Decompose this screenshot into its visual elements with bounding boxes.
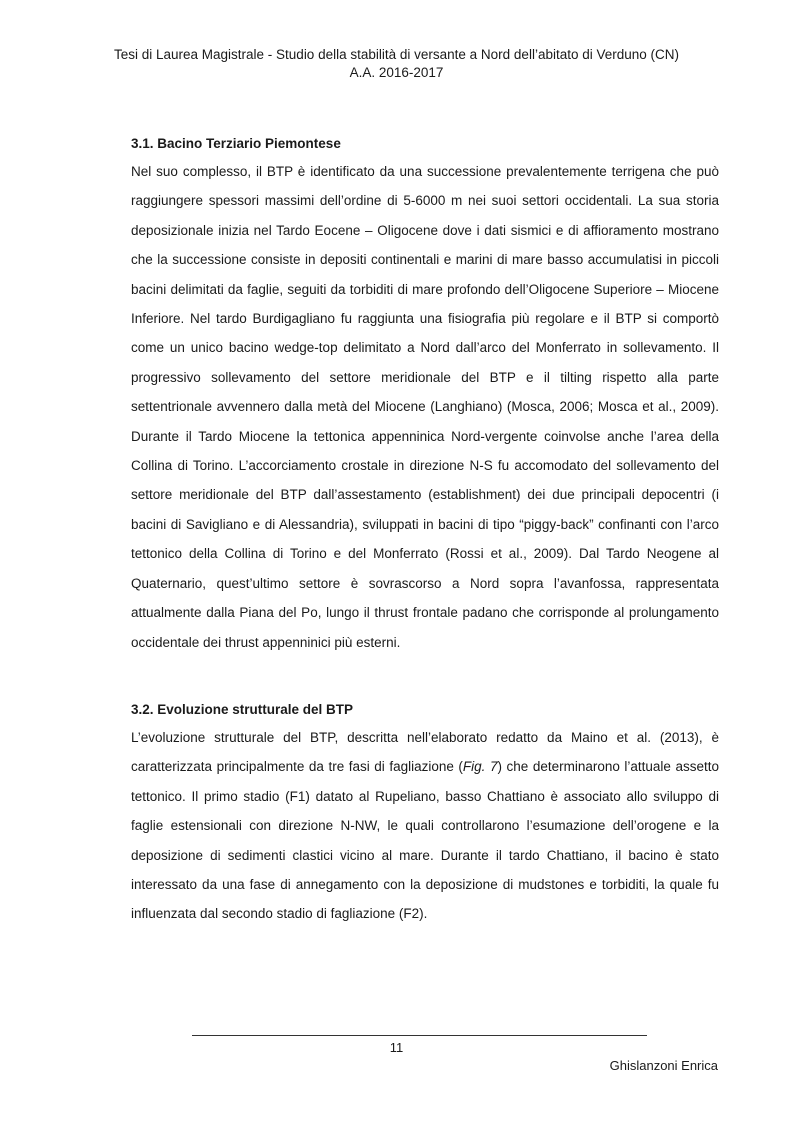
page-number: 11 <box>389 1040 404 1055</box>
author-name: Ghislanzoni Enrica <box>609 1058 718 1073</box>
section-heading: 3.2. Evoluzione strutturale del BTP <box>131 701 354 717</box>
section-heading: 3.1. Bacino Terziario Piemontese <box>131 136 341 151</box>
section-evoluzione-strutturale <box>131 699 719 929</box>
paragraph-text: ) che determinarono l’attuale assetto tettonico. Il primo stadio (F1) datato al Rupeliano, basso Chattiano è associato allo sviluppo di faglie estensionali con direzione N-NW, le quali controllarono l’esumazione dell’orogene e la deposizione di sedimenti clastici vicino al mare. Durante il tardo Chattiano, il bacino è stato interessato da una fase di annegamento con la deposizione di mudstones e torbiditi, la quale fu influenzata dal secondo stadio di fagliazione (F2). <box>131 759 720 922</box>
header-academic-year: A.A. 2016-2017 <box>349 65 444 80</box>
section-paragraph: Nel suo complesso, il BTP è identificato da una successione prevalentemente terrigena che può raggiungere spessori massimi dell’ordine di 5-6000 m nei suoi settori occidentali. La sua storia deposizionale inizia nel Tardo Eocene – Oligocene dove i dati sismici e di affioramento mostrano che la successione consiste in depositi continentali e marini di mare basso accumulatisi in piccoli bacini delimitati da faglie, seguiti da torbiditi di mare profondo dell’Oligocene Superiore – Miocene Inferiore. Nel tardo Burdigagliano fu raggiunta una fisiografia più regolare e il BTP si comportò come un unico bacino wedge-top delimitato a Nord dall’arco del Monferrato in sollevamento. Il progressivo sollevamento del settore meridionale del BTP e il tilting rispetto alla parte settentrionale avvennero dalla metà del Miocene (Langhiano) (Mosca, 2006; Mosca et al., 2009). Durante il Tardo Miocene la tettonica appenninica Nord-vergente coinvolse anche l’area della Collina di Torino. L’accorciamento crostale in direzione N-S fu accomodato del sollevamento del settore meridionale del BTP dall’assestamento (establishment) dei due principali depocentri (i bacini di Savigliano e di Alessandria), sviluppati in bacini di tipo “piggy-back” confinanti con l’arco tettonico della Collina di Torino e del Monferrato (Rossi et al., 2009). Dal Tardo Neogene al Quaternario, quest’ultimo settore è sovrascorso a Nord sopra l’avanfossa, rappresentata attualmente dalla Piana del Po, lungo il thrust frontale padano che corrisponde al prolungamento occidentale dei thrust appenninici più esterni. <box>131 164 719 650</box>
page-content <box>131 133 719 929</box>
header-thesis-title: Tesi di Laurea Magistrale - Studio della stabilità di versante a Nord dell’abitato di Verduno (CN) <box>113 47 680 62</box>
running-header <box>0 46 793 82</box>
paragraph-text: L’evoluzione strutturale del BTP, descritta nell’elaborato redatto da Maino et al. (2013), è caratterizzata principalmente da tre fasi di fagliazione ( <box>131 729 719 775</box>
section-bacino-terziario <box>131 133 719 657</box>
figure-reference: Fig. 7 <box>462 759 498 775</box>
footer-divider <box>192 1035 647 1036</box>
section-paragraph <box>131 723 719 929</box>
